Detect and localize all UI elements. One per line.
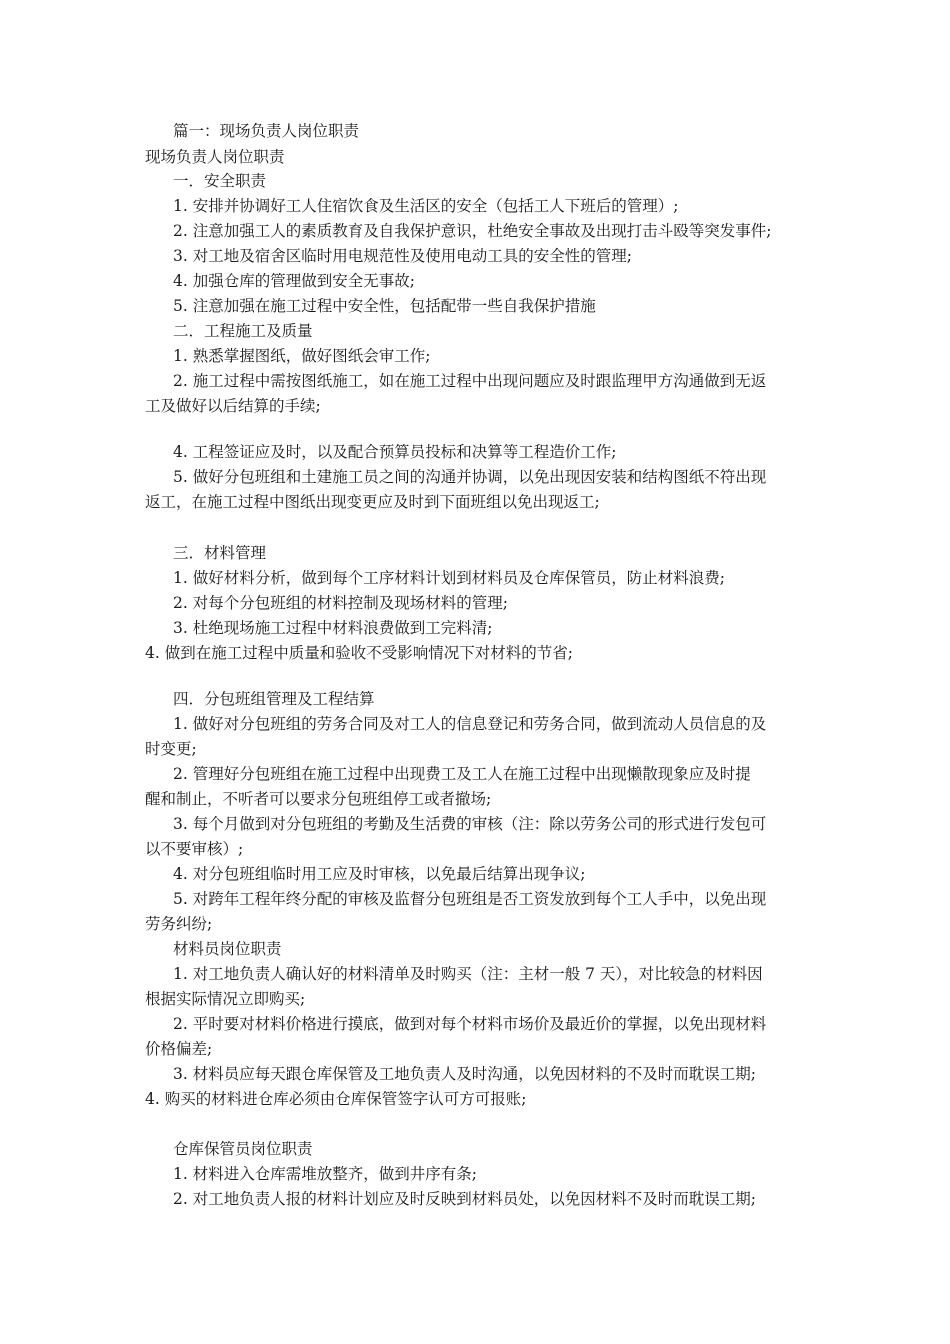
- text-line: 5. 做好分包班组和土建施工员之间的沟通并协调，以免出现因安装和结构图纸不符出现: [173, 468, 767, 486]
- heading-material-clerk: 材料员岗位职责: [173, 940, 282, 958]
- text-line: 4. 做到在施工过程中质量和验收不受影响情况下对材料的节省;: [145, 644, 573, 662]
- text-line: 2. 对每个分包班组的材料控制及现场材料的管理;: [173, 594, 508, 612]
- heading-construction: 二．工程施工及质量: [173, 322, 313, 340]
- text-line: 5. 对跨年工程年终分配的审核及监督分包班组是否工资发放到每个工人手中，以免出现: [173, 890, 767, 908]
- heading-warehouse-keeper: 仓库保管员岗位职责: [173, 1140, 313, 1158]
- heading-subcontract: 四．分包班组管理及工程结算: [173, 690, 375, 708]
- text-line: 4. 工程签证应及时，以及配合预算员投标和决算等工程造价工作;: [173, 443, 617, 461]
- section-title: 现场负责人岗位职责: [145, 148, 285, 166]
- text-line: 1. 做好材料分析，做到每个工序材料计划到材料员及仓库保管员，防止材料浪费;: [173, 569, 725, 587]
- heading-safety: 一．安全职责: [173, 172, 267, 190]
- heading-materials: 三．材料管理: [173, 544, 267, 562]
- text-line: 3. 杜绝现场施工过程中材料浪费做到工完料清;: [173, 619, 493, 637]
- text-line: 1. 对工地负责人确认好的材料清单及时购买（注：主材一般 7 天），对比较急的材料因: [173, 965, 763, 983]
- text-line: 5. 注意加强在施工过程中安全性，包括配带一些自我保护措施: [173, 297, 596, 315]
- text-line: 时变更;: [145, 740, 197, 758]
- text-line: 4. 对分包班组临时用工应及时审核，以免最后结算出现争议;: [173, 865, 586, 883]
- text-line: 2. 注意加强工人的素质教育及自我保护意识，杜绝安全事故及出现打击斗殴等突发事件;: [173, 222, 772, 240]
- text-line: 4. 加强仓库的管理做到安全无事故;: [173, 272, 415, 290]
- text-line: 4. 购买的材料进仓库必须由仓库保管签字认可方可报账;: [145, 1090, 527, 1108]
- text-line: 3. 材料员应每天跟仓库保管及工地负责人及时沟通，以免因材料的不及时而耽误工期;: [173, 1065, 756, 1083]
- text-line: 2. 管理好分包班组在施工过程中出现费工及工人在施工过程中出现懒散现象应及时提: [173, 765, 751, 783]
- text-line: 2. 平时要对材料价格进行摸底，做到对每个材料市场价及最近价的掌握，以免出现材料: [173, 1015, 767, 1033]
- text-line: 1. 材料进入仓库需堆放整齐，做到井序有条;: [173, 1165, 477, 1183]
- text-line: 根据实际情况立即购买;: [145, 990, 306, 1008]
- text-line: 2. 对工地负责人报的材料计划应及时反映到材料员处，以免因材料不及时而耽误工期;: [173, 1190, 756, 1208]
- text-line: 3. 每个月做到对分包班组的考勤及生活费的审核（注：除以劳务公司的形式进行发包可: [173, 815, 767, 833]
- text-line: 返工，在施工过程中图纸出现变更应及时到下面班组以免出现返工;: [145, 493, 600, 511]
- text-line: 醒和制止，不听者可以要求分包班组停工或者撤场;: [145, 790, 492, 808]
- text-line: 劳务纠纷;: [145, 915, 213, 933]
- text-line: 1. 做好对分包班组的劳务合同及对工人的信息登记和劳务合同，做到流动人员信息的及: [173, 715, 767, 733]
- text-line: 2. 施工过程中需按图纸施工，如在施工过程中出现问题应及时跟监理甲方沟通做到无返: [173, 372, 767, 390]
- text-line: 工及做好以后结算的手续;: [145, 397, 321, 415]
- text-line: 以不要审核）;: [145, 840, 244, 858]
- text-line: 1. 熟悉掌握图纸，做好图纸会审工作;: [173, 347, 431, 365]
- text-line: 3. 对工地及宿舍区临时用电规范性及使用电动工具的安全性的管理;: [173, 247, 632, 265]
- doc-title: 篇一：现场负责人岗位职责: [173, 122, 360, 140]
- text-line: 1. 安排并协调好工人住宿饮食及生活区的安全（包括工人下班后的管理）;: [173, 197, 679, 215]
- text-line: 价格偏差;: [145, 1040, 213, 1058]
